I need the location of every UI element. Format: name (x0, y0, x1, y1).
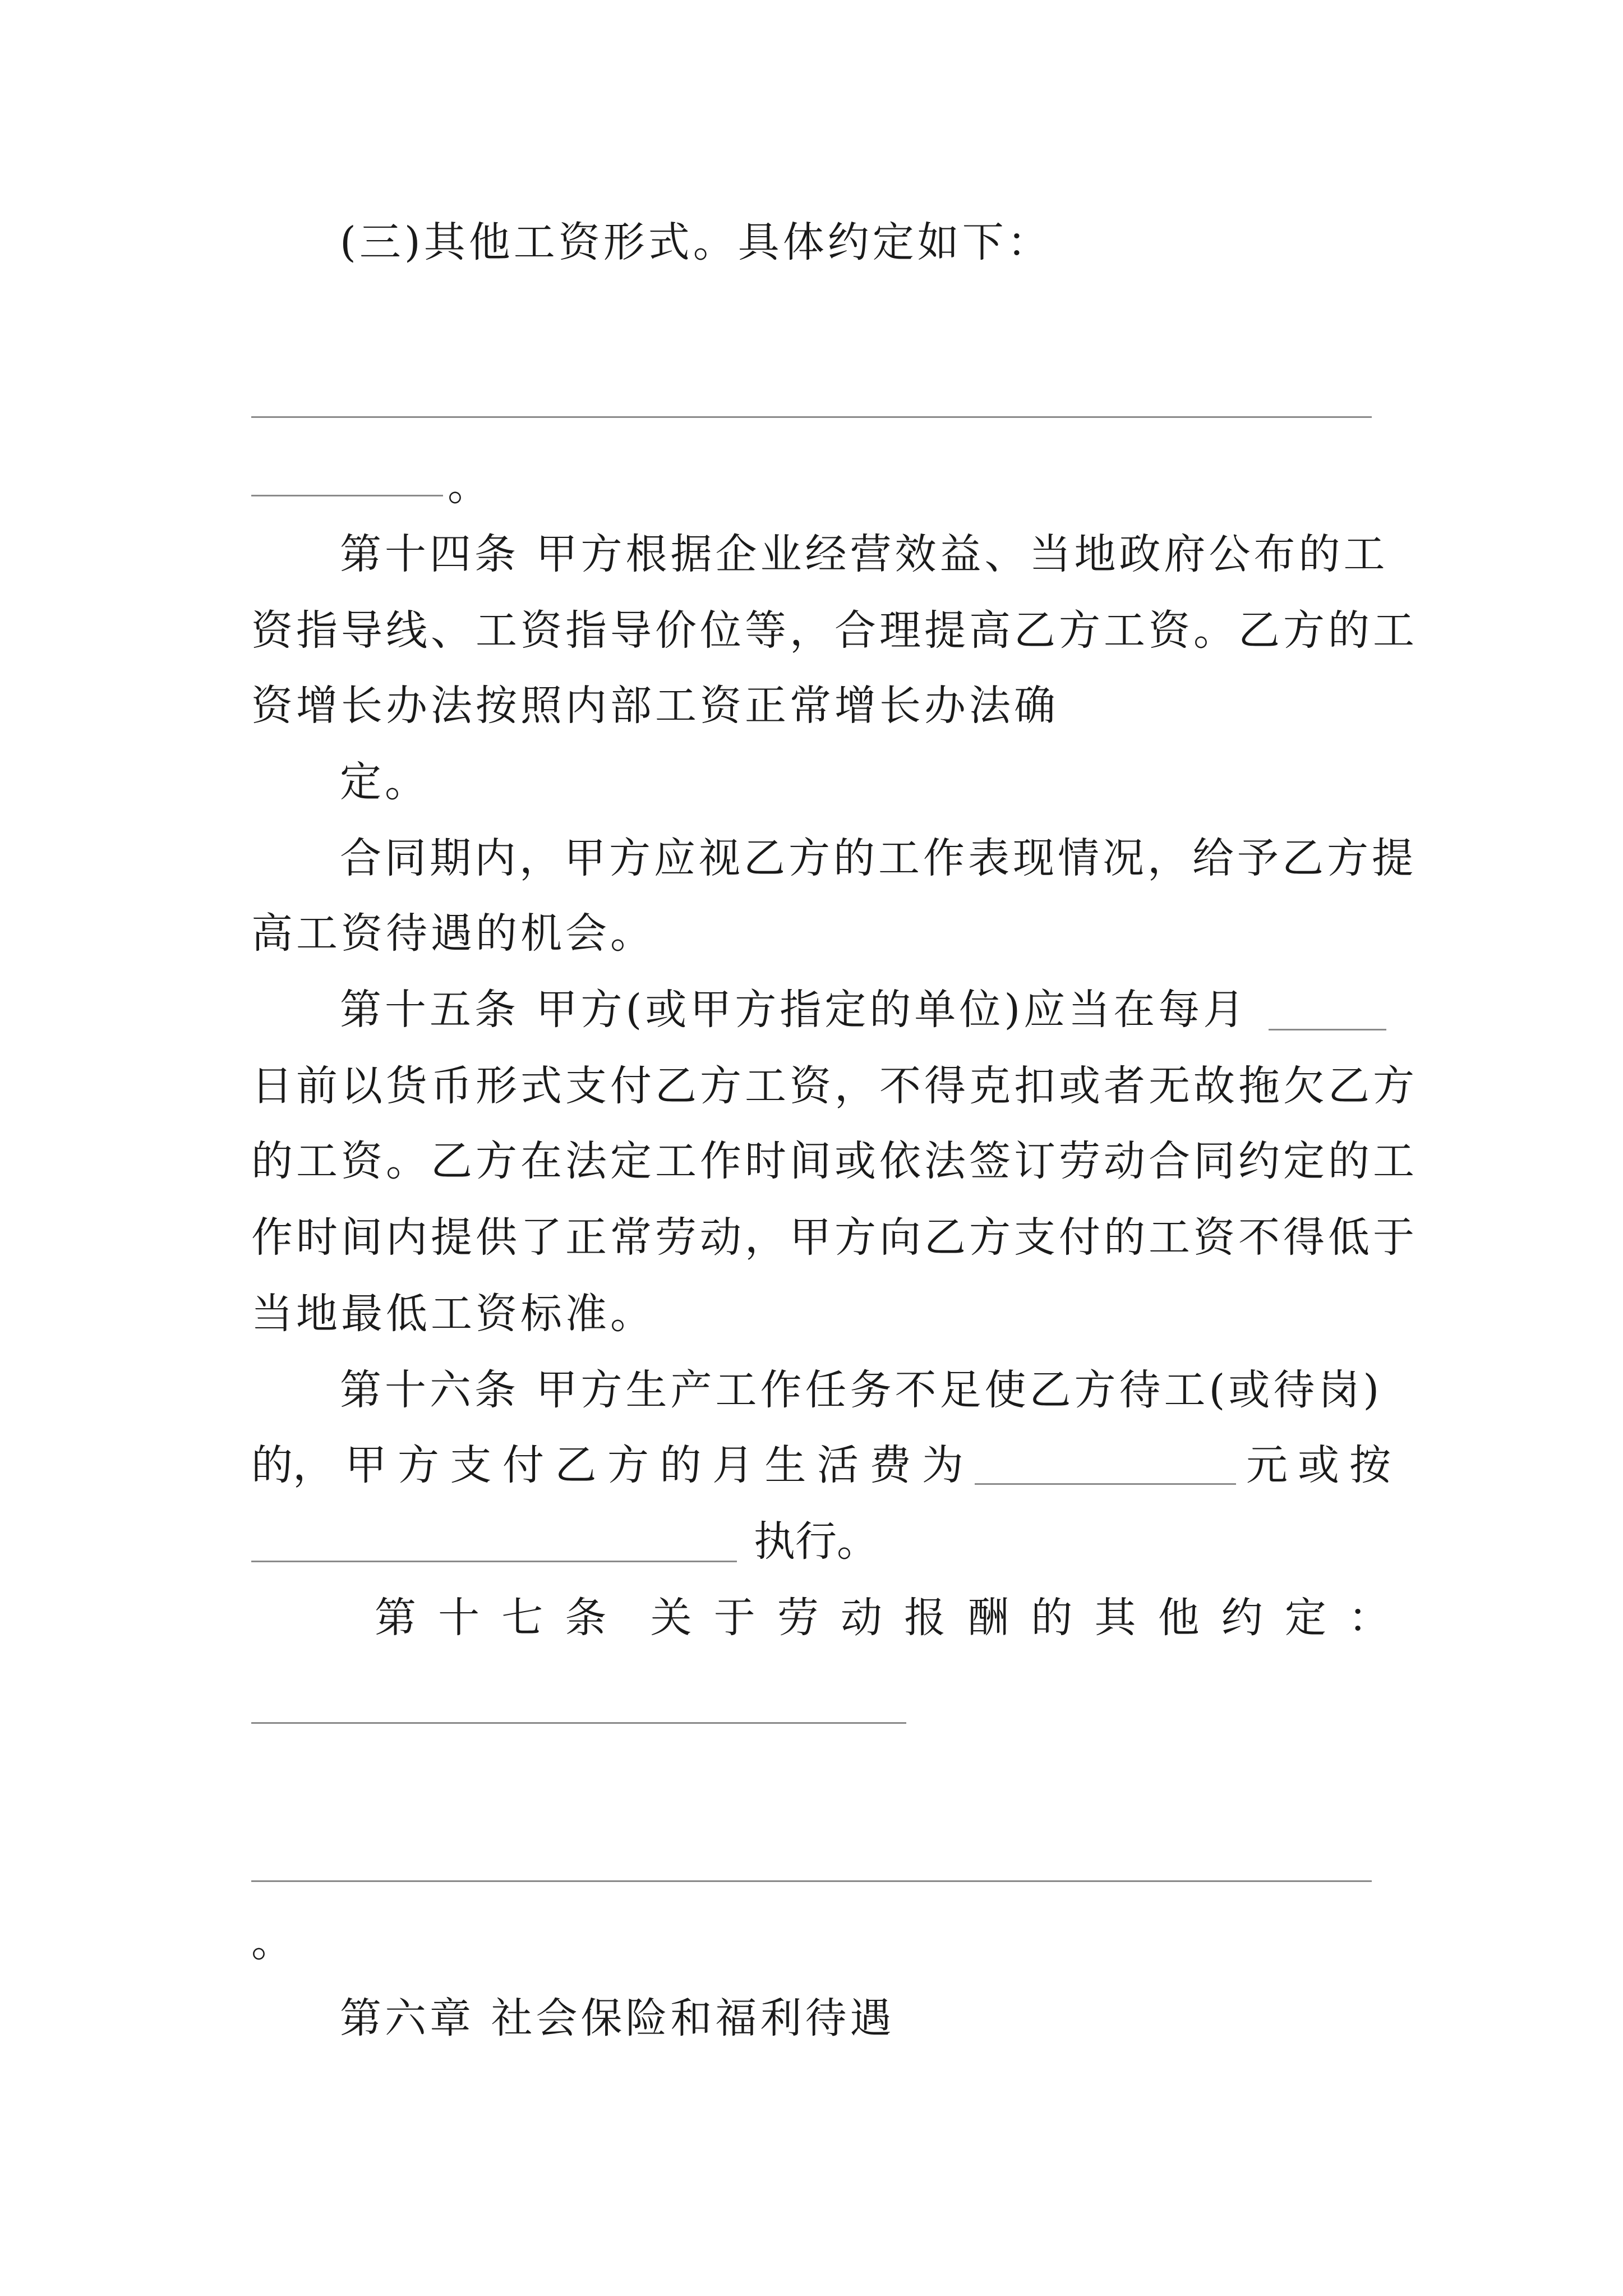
word: 为 (922, 1441, 963, 1489)
word: 的 (660, 1441, 702, 1489)
word: 定 (1284, 1594, 1326, 1642)
fill-blank-short[interactable] (251, 495, 443, 496)
raise-clause-line-1: 合同期内，甲方应视乙方的工作表现情况，给予乙方提 (340, 834, 1417, 882)
word: 乙 (555, 1441, 597, 1489)
word: 方 (607, 1441, 649, 1489)
word: 月 (712, 1441, 754, 1489)
word: 他 (1158, 1594, 1200, 1642)
article-15-line-2: 日前以货币形式支付乙方工资，不得克扣或者无故拖欠乙方 (251, 1062, 1418, 1110)
word: 酬 (967, 1594, 1009, 1642)
word: 生 (764, 1441, 806, 1489)
article-15-line-5: 当地最低工资标准。 (251, 1290, 655, 1338)
word: 活 (817, 1441, 859, 1489)
word: 条 (565, 1594, 607, 1642)
article-16-line-2 (251, 1437, 963, 1493)
chapter-6-heading: 第六章 社会保险和福利待遇 (340, 1994, 895, 2042)
word: 的， (251, 1441, 334, 1489)
article-15-line-4: 作时间内提供了正常劳动，甲方向乙方支付的工资不得低于 (251, 1213, 1418, 1262)
other-agreement-blank-2[interactable] (251, 1880, 1372, 1882)
article-15-line-3: 的工资。乙方在法定工作时间或依法签订劳动合同约定的工 (251, 1137, 1418, 1185)
word: 其 (1094, 1594, 1136, 1642)
article-17-line (375, 1590, 1390, 1646)
article-15-line-1: 第十五条 甲方(或甲方指定的单位)应当在每月 (340, 986, 1248, 1034)
word: 关 (650, 1594, 692, 1642)
payday-blank[interactable] (1269, 1029, 1386, 1030)
word: 的 (1031, 1594, 1073, 1642)
word: 十 (438, 1594, 480, 1642)
sentence-end: 。 (448, 462, 489, 510)
word: 七 (501, 1594, 543, 1642)
other-wage-clause: (三)其他工资形式。具体约定如下： (340, 218, 1052, 266)
article-14-line-2: 资指导线、工资指导价位等，合理提高乙方工资。乙方的工 (251, 606, 1418, 655)
word: 付 (502, 1441, 544, 1489)
living-allowance-blank[interactable] (975, 1483, 1236, 1485)
word: 报 (904, 1594, 946, 1642)
word: 劳 (777, 1594, 819, 1642)
raise-clause-line-2: 高工资待遇的机会。 (251, 909, 655, 958)
article-16-line-3-tail: 执行。 (754, 1517, 878, 1566)
word: 动 (841, 1594, 882, 1642)
fill-blank-line[interactable] (251, 416, 1372, 418)
article-14-line-1: 第十四条 甲方根据企业经营效益、当地政府公布的工 (340, 530, 1389, 578)
article-16-line-2-tail: 元或按 (1246, 1441, 1401, 1489)
word: 方 (398, 1441, 439, 1489)
article-14-line-4: 定。 (340, 758, 430, 806)
article-16-line-1: 第十六条 甲方生产工作任务不足使乙方待工(或待岗) (340, 1366, 1383, 1414)
word: 于 (713, 1594, 755, 1642)
word: 第 (375, 1594, 416, 1642)
sentence-end: 。 (251, 1918, 293, 1966)
article-14-line-3: 资增长办法按照内部工资正常增长办法确 (251, 682, 1059, 730)
standard-blank[interactable] (251, 1561, 737, 1562)
word: ： (1348, 1594, 1390, 1642)
other-agreement-blank-1[interactable] (251, 1722, 906, 1724)
word: 甲 (345, 1441, 387, 1489)
word: 费 (869, 1441, 911, 1489)
word: 约 (1221, 1594, 1263, 1642)
word: 支 (450, 1441, 492, 1489)
